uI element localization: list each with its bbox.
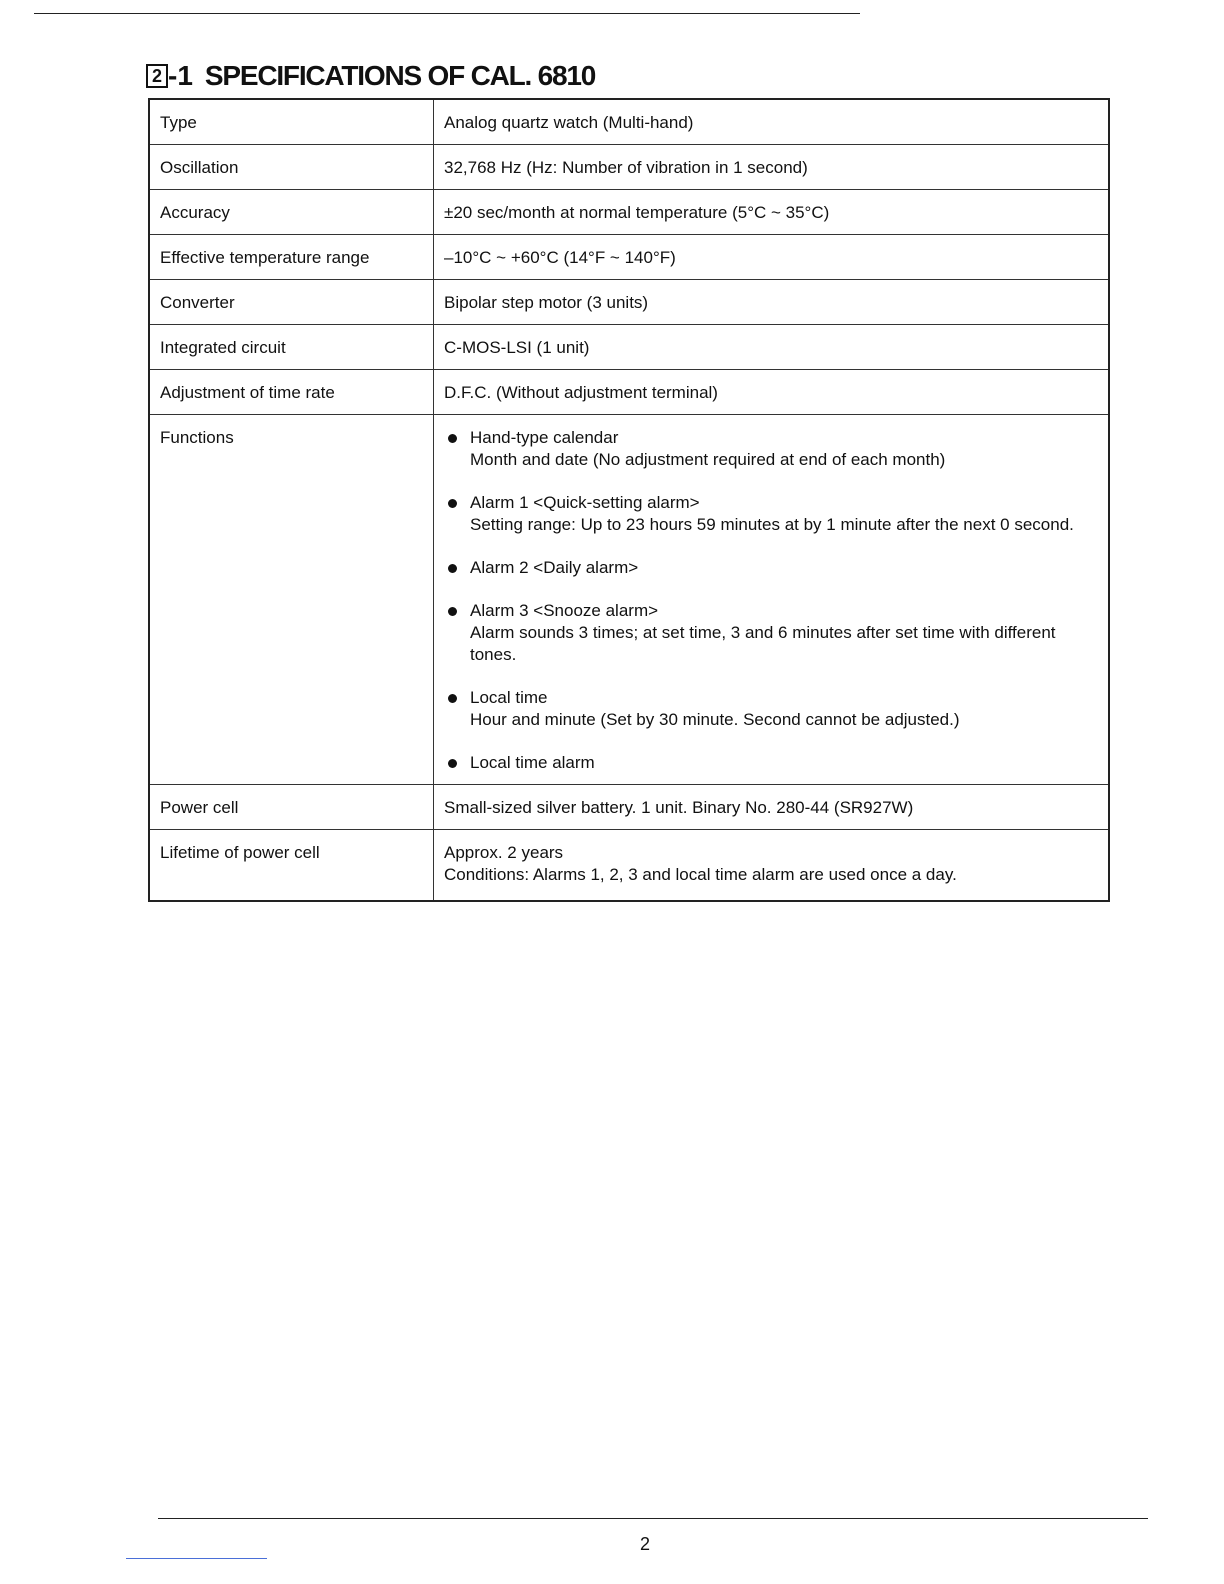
function-title: Hand-type calendar xyxy=(470,428,619,447)
list-item xyxy=(444,600,1098,666)
function-description: Setting range: Up to 23 hours 59 minutes at by 1 minute after the next 0 second. xyxy=(470,515,1074,534)
functions-cell xyxy=(434,415,1110,785)
spec-label: Converter xyxy=(149,280,434,325)
list-item xyxy=(444,752,1098,774)
lifetime-line: Approx. 2 years xyxy=(444,843,564,862)
spec-row-temperature xyxy=(149,235,1109,280)
function-title: Alarm 1 <Quick-setting alarm> xyxy=(470,493,700,512)
spec-label: Power cell xyxy=(149,785,434,830)
spec-value: Bipolar step motor (3 units) xyxy=(434,280,1110,325)
spec-label: Accuracy xyxy=(149,190,434,235)
spec-value: D.F.C. (Without adjustment terminal) xyxy=(434,370,1110,415)
spec-label: Lifetime of power cell xyxy=(149,830,434,902)
section-suffix: -1 xyxy=(168,60,193,91)
spec-value: ±20 sec/month at normal temperature (5°C ~ 35°C) xyxy=(434,190,1110,235)
spec-value: Analog quartz watch (Multi-hand) xyxy=(434,99,1110,145)
spec-label: Oscillation xyxy=(149,145,434,190)
function-title: Alarm 2 <Daily alarm> xyxy=(470,558,639,577)
spec-row-type xyxy=(149,99,1109,145)
function-title: Local time alarm xyxy=(470,753,595,772)
bullet-icon xyxy=(448,759,457,768)
spec-label: Functions xyxy=(149,415,434,785)
list-item xyxy=(444,492,1098,536)
bullet-icon xyxy=(448,434,457,443)
bullet-icon xyxy=(448,694,457,703)
spec-row-lifetime xyxy=(149,830,1109,902)
function-description: Hour and minute (Set by 30 minute. Second cannot be adjusted.) xyxy=(470,710,960,729)
blue-rule xyxy=(126,1558,267,1559)
spec-label: Effective temperature range xyxy=(149,235,434,280)
spec-value: –10°C ~ +60°C (14°F ~ 140°F) xyxy=(434,235,1110,280)
spec-value: C-MOS-LSI (1 unit) xyxy=(434,325,1110,370)
bullet-icon xyxy=(448,564,457,573)
spec-row-accuracy xyxy=(149,190,1109,235)
page-title xyxy=(146,60,595,92)
function-description: Alarm sounds 3 times; at set time, 3 and 6 minutes after set time with different tones. xyxy=(470,623,1056,664)
heading-title: SPECIFICATIONS OF CAL. 6810 xyxy=(204,60,596,91)
function-description: Month and date (No adjustment required at end of each month) xyxy=(470,450,946,469)
list-item xyxy=(444,687,1098,731)
functions-list xyxy=(444,427,1098,774)
function-title: Alarm 3 <Snooze alarm> xyxy=(470,601,659,620)
spec-row-functions xyxy=(149,415,1109,785)
bottom-rule xyxy=(158,1518,1148,1519)
spec-table xyxy=(148,98,1110,902)
bullet-icon xyxy=(448,607,457,616)
spec-row-time-rate xyxy=(149,370,1109,415)
lifetime-conditions: Conditions: Alarms 1, 2, 3 and local time alarm are used once a day. xyxy=(444,865,957,884)
spec-label: Type xyxy=(149,99,434,145)
spec-label: Adjustment of time rate xyxy=(149,370,434,415)
spec-label: Integrated circuit xyxy=(149,325,434,370)
spec-row-power-cell xyxy=(149,785,1109,830)
page-number: 2 xyxy=(640,1534,651,1554)
list-item xyxy=(444,557,1098,579)
spec-row-converter xyxy=(149,280,1109,325)
bullet-icon xyxy=(448,499,457,508)
list-item xyxy=(444,427,1098,471)
section-number-box: 2 xyxy=(146,64,168,88)
lifetime-cell xyxy=(434,830,1110,902)
function-title: Local time xyxy=(470,688,548,707)
spec-value: 32,768 Hz (Hz: Number of vibration in 1 second) xyxy=(434,145,1110,190)
spec-row-integrated-circuit xyxy=(149,325,1109,370)
top-rule xyxy=(34,13,860,14)
spec-value: Small-sized silver battery. 1 unit. Binary No. 280-44 (SR927W) xyxy=(434,785,1110,830)
spec-row-oscillation xyxy=(149,145,1109,190)
